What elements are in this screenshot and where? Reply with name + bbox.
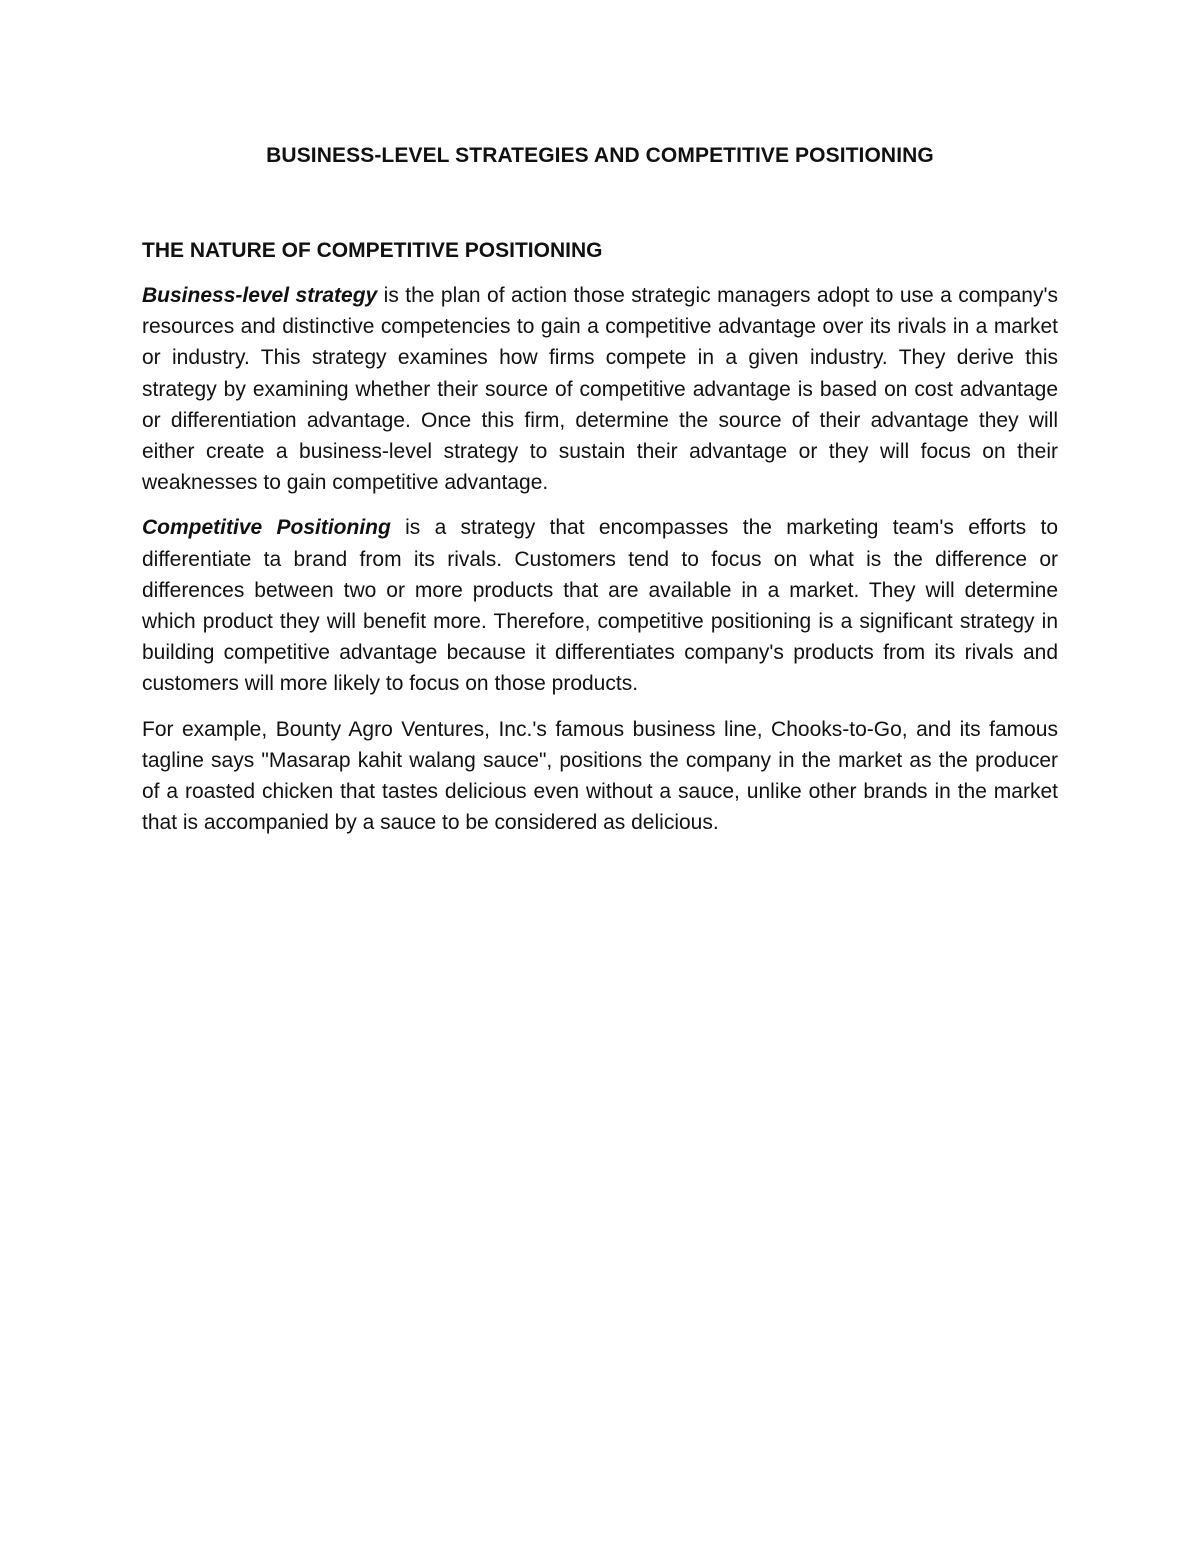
paragraph-competitive-positioning bbox=[142, 512, 1058, 699]
paragraph-example bbox=[142, 714, 1058, 839]
paragraph-text: is the plan of action those strategic managers adopt to use a company's resources and distinctive competencies to gain a competitive advantage over its rivals in a market or industry. This strategy examines how firms compete in a given industry. They derive this strategy by examining whether their source of competitive advantage is based on cost advantage or differentiation advantage. Once this firm, determine the source of their advantage they will either create a business-level strategy to sustain their advantage or they will focus on their weaknesses to gain competitive advantage. bbox=[142, 284, 1058, 495]
section-heading: THE NATURE OF COMPETITIVE POSITIONING bbox=[142, 239, 603, 262]
document-title: BUSINESS-LEVEL STRATEGIES AND COMPETITIVE POSITIONING bbox=[266, 144, 934, 167]
term-business-level-strategy: Business-level strategy bbox=[142, 284, 378, 307]
paragraph-text: For example, Bounty Agro Ventures, Inc.'s famous business line, Chooks-to-Go, and its famous tagline says "Masarap kahit walang sauce", positions the company in the market as the producer of a roasted chicken that tastes delicious even without a sauce, unlike other brands in the market that is accompanied by a sauce to be considered as delicious. bbox=[142, 717, 1058, 835]
document-body bbox=[142, 140, 1058, 838]
paragraph-text: is a strategy that encompasses the marketing team's efforts to differentiate ta brand from its rivals. Customers tend to focus on what is the difference or differences between two or more products that are available in a market. They will determine which product they will benefit more. Therefore, competitive positioning is a significant strategy in building competitive advantage because it differentiates company's products from its rivals and customers will more likely to focus on those products. bbox=[142, 516, 1058, 696]
term-competitive-positioning: Competitive Positioning bbox=[142, 516, 391, 540]
paragraph-business-level-strategy bbox=[142, 280, 1058, 498]
